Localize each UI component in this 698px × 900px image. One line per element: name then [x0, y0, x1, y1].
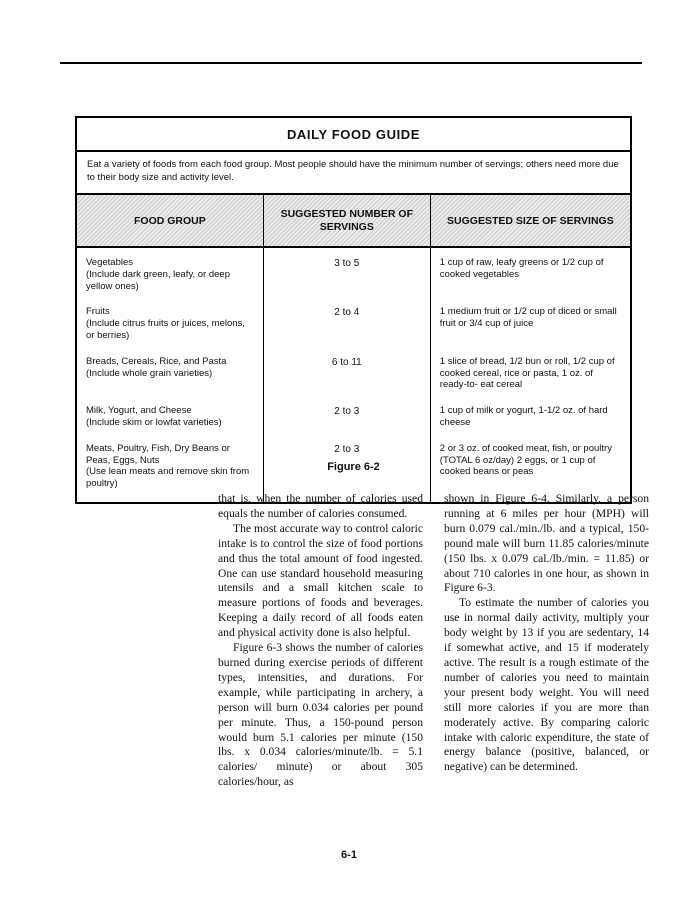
food-group-note: (Include dark green, leafy, or deep yellow ones) [86, 268, 230, 292]
paragraph: that is, when the number of calories used equals the number of calories consumed. [218, 492, 423, 520]
food-group-note: (Include whole grain varieties) [86, 367, 213, 379]
paragraph: The most accurate way to control caloric intake is to control the size of food portions and thus the total amount of food ingested. One can use standard household measuring utensils and a small kitchen scale to measure portions of foods and beverages. Keeping a daily record of all foods eaten and physical activity done is also helpful. [218, 521, 423, 640]
figure-caption: Figure 6-2 [327, 461, 380, 473]
paragraph: shown in Figure 6-4. Similarly, a person running at 6 miles per hour (MPH) will burn 0.079 cal./min./lb. and a typical, 150-pound male will burn 11.85 calories/minute (150 lbs. x 0.079 cal./lb./min. = 11.85) or about 710 calories in one hour, as shown in Figure 6-3. [444, 492, 649, 595]
food-group-name: Meats, Poultry, Fish, Dry Beans or Peas, Eggs, Nuts [86, 442, 230, 466]
header-suggested-size: SUGGESTED SIZE OF SERVINGS [430, 195, 630, 248]
table-grid [77, 195, 630, 502]
servings-cell: 6 to 11 [263, 347, 430, 396]
page-number: 6-1 [341, 849, 357, 861]
serving-size-cell: 1 cup of raw, leafy greens or 1/2 cup of cooked vegetables [430, 248, 630, 297]
top-rule [60, 62, 642, 64]
header-suggested-number: SUGGESTED NUMBER OF SERVINGS [263, 195, 430, 248]
serving-size-cell: 1 cup of milk or yogurt, 1-1/2 oz. of hard cheese [430, 396, 630, 434]
body-text [218, 492, 649, 790]
header-food-group: FOOD GROUP [77, 195, 263, 248]
paragraph: To estimate the number of calories you use in normal daily activity, multiply your body weight by 13 if you are sedentary, 14 if somewhat active, and 15 if moderately active. The result is a rough estimate of the number of calories you need to maintain your present body weight. You will need still more calories if you are more than moderately active. By comparing caloric intake with caloric expenditure, the state of energy balance (positive, balanced, or negative) can be determined. [444, 596, 649, 774]
food-group-note: (Use lean meats and remove skin from poultry) [86, 466, 250, 490]
table-title: DAILY FOOD GUIDE [77, 118, 630, 152]
serving-size-cell: 1 slice of bread, 1/2 bun or roll, 1/2 cup of cooked cereal, rice or pasta, 1 oz. of ready-to- eat cereal [430, 347, 630, 396]
food-group-name: Fruits [86, 306, 110, 318]
food-group-cell [77, 297, 263, 346]
serving-size-cell: 2 or 3 oz. of cooked meat, fish, or poultry (TOTAL 6 oz/day) 2 eggs, or 1 cup of cooked beans or peas [430, 434, 630, 502]
food-group-name: Breads, Cereals, Rice, and Pasta [86, 355, 227, 367]
daily-food-guide-table [75, 116, 632, 504]
serving-size-cell: 1 medium fruit or 1/2 cup of diced or small fruit or 3/4 cup of juice [430, 297, 630, 346]
food-group-name: Milk, Yogurt, and Cheese [86, 405, 192, 417]
body-right-column [444, 492, 649, 790]
food-group-cell [77, 347, 263, 396]
servings-cell: 2 to 4 [263, 297, 430, 346]
servings-cell: 2 to 3 [263, 396, 430, 434]
paragraph: Figure 6-3 shows the number of calories burned during exercise periods of different types, intensities, and durations. For example, while participating in archery, a person will burn 0.034 calories per pound per minute. Thus, a 150-pound person would burn 5.1 calories per minute (150 lbs. x 0.034 calories/minute/lb. = 5.1 calories/ minute) or about 305 calories/hour, as [218, 641, 423, 789]
food-group-cell [77, 248, 263, 297]
servings-cell: 2 to 3 [263, 434, 430, 502]
servings-cell: 3 to 5 [263, 248, 430, 297]
food-group-cell [77, 396, 263, 434]
food-group-note: (Include skim or lowfat varieties) [86, 416, 222, 428]
body-left-column [218, 492, 423, 790]
food-group-name: Vegetables [86, 257, 134, 268]
food-group-note: (Include citrus fruits or juices, melons, or berries) [86, 318, 245, 341]
table-intro: Eat a variety of foods from each food group. Most people should have the minimum number of servings; others need more due to their body size and activity level. [77, 152, 630, 195]
